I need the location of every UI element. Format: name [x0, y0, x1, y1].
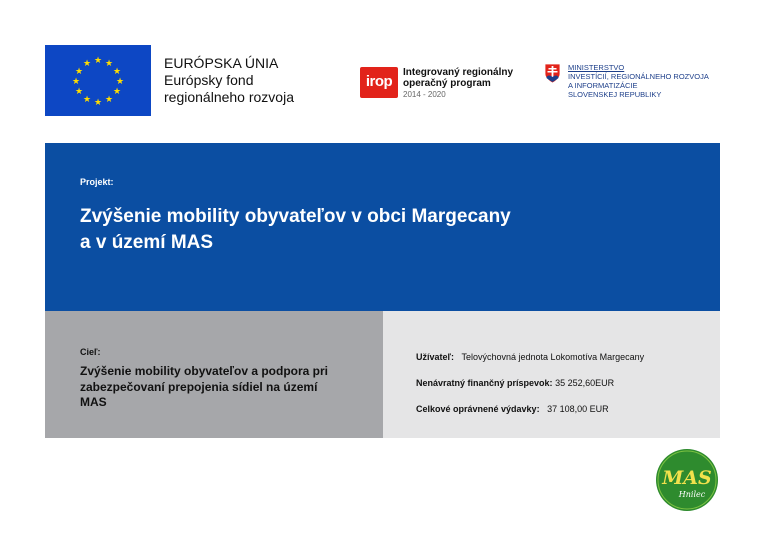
ministry-line-4: SLOVENSKEJ REPUBLIKY [568, 90, 662, 99]
user-row [416, 352, 644, 362]
svg-text:★: ★ [112, 87, 122, 97]
goal-line-3: MAS [80, 395, 107, 409]
irop-years: 2014 - 2020 [403, 90, 446, 99]
user-label: Užívateľ: [416, 352, 454, 362]
svg-text:MAS: MAS [662, 467, 712, 489]
svg-text:★: ★ [115, 77, 125, 87]
svg-text:★: ★ [104, 95, 114, 105]
costs-label: Celkové oprávnené výdavky: [416, 404, 540, 414]
details-panel [383, 311, 720, 438]
goal-label: Cieľ: [80, 347, 101, 357]
goal-text [80, 364, 370, 411]
slovak-crest-icon [544, 63, 561, 84]
eu-stars-icon [45, 45, 151, 116]
ministry-line-1: MINISTERSTVO [568, 63, 625, 72]
eu-title: EURÓPSKA ÚNIA [164, 55, 279, 71]
grant-value: 35 252,60EUR [555, 378, 615, 388]
project-title-line-2: a v území MAS [80, 232, 214, 253]
svg-text:★: ★ [82, 59, 92, 69]
ministry-line-2: INVESTÍCIÍ, REGIONÁLNEHO ROZVOJA [568, 72, 709, 81]
svg-text:★: ★ [104, 59, 114, 69]
svg-text:★: ★ [82, 95, 92, 105]
eu-flag-logo [45, 45, 151, 116]
eu-fund-line: Európsky fond [164, 72, 254, 88]
project-label: Projekt: [80, 177, 114, 187]
eu-fund-text [164, 55, 294, 106]
project-title [80, 204, 680, 256]
irop-line-2: operačný program [403, 78, 491, 89]
irop-logo-text: irop [365, 73, 393, 90]
irop-logo [360, 67, 398, 98]
svg-text:★: ★ [112, 67, 122, 77]
mas-hnilec-logo [655, 448, 719, 512]
grant-row [416, 378, 614, 388]
eu-fund-line-2: regionálneho rozvoja [164, 89, 294, 105]
svg-text:★: ★ [74, 67, 84, 77]
goal-line-1: Zvýšenie mobility obyvateľov a podpora pri [80, 364, 329, 378]
svg-text:Hnilec: Hnilec [678, 490, 706, 499]
svg-text:★: ★ [74, 87, 84, 97]
ministry-line-3: A INFORMATIZÁCIE [568, 81, 638, 90]
irop-line-1: Integrovaný regionálny [403, 67, 514, 78]
grant-label: Nenávratný finančný príspevok: [416, 378, 553, 388]
user-value: Telovýchovná jednota Lokomotíva Margecany [461, 352, 645, 362]
costs-value: 37 108,00 EUR [547, 404, 609, 414]
ministry-text [568, 63, 709, 99]
svg-text:★: ★ [71, 77, 81, 87]
irop-program-text [403, 67, 513, 89]
svg-text:★: ★ [93, 98, 103, 108]
project-title-line-1: Zvýšenie mobility obyvateľov v obci Margecany [80, 206, 511, 227]
costs-row [416, 404, 609, 414]
svg-text:★: ★ [93, 56, 103, 66]
goal-line-2: zabezpečovaní prepojenia sídiel na území [80, 379, 318, 394]
